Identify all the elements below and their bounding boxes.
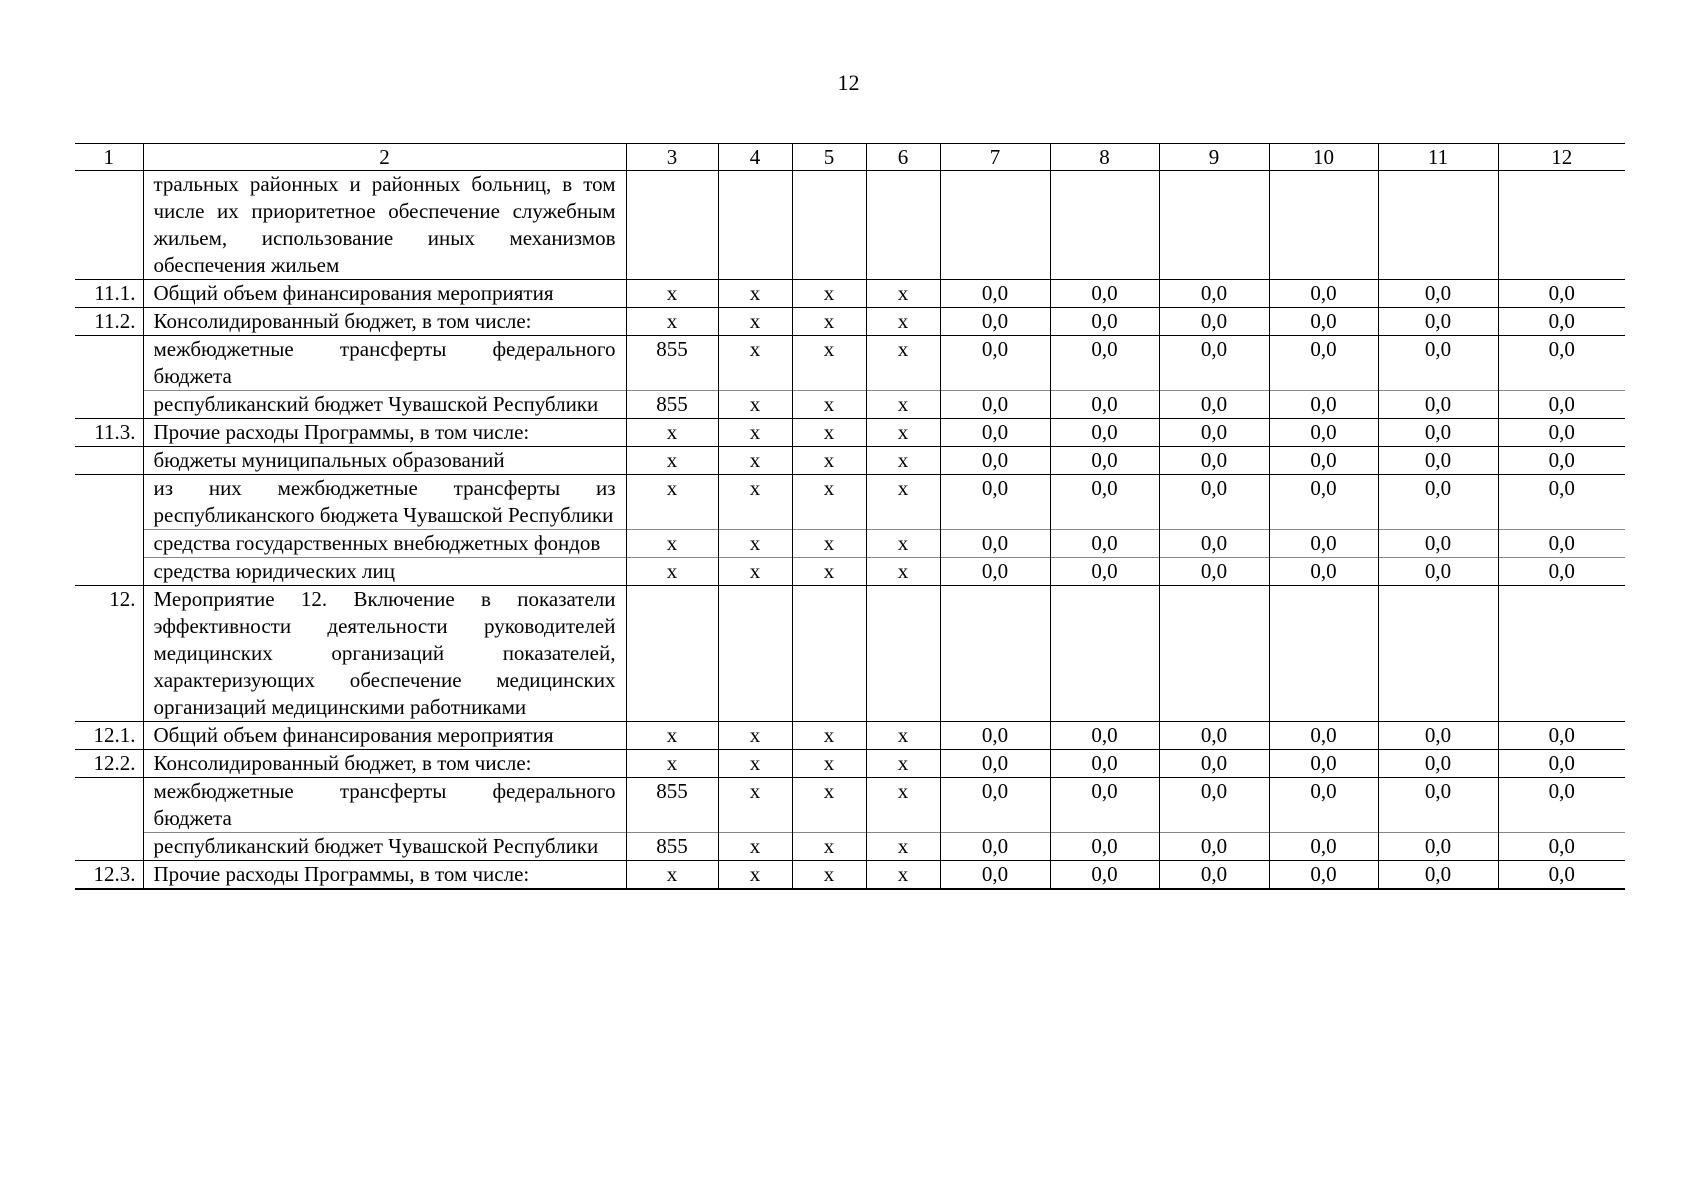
value-cell-col6 (866, 586, 940, 722)
row-description-cell: средства юридических лиц (143, 558, 626, 586)
row-description-cell: Мероприятие 12. Включение в показатели эффективности деятельности руководителей медицинских организаций показателей, характеризующих обеспечение медицинских организаций медицинскими работниками (143, 586, 626, 722)
row-number-cell: 11.3. (75, 419, 143, 447)
value-cell-col4: x (718, 833, 792, 861)
value-cell-col10: 0,0 (1269, 419, 1378, 447)
table-row (75, 308, 1625, 336)
column-header: 12 (1498, 144, 1625, 171)
value-cell-col6: x (866, 308, 940, 336)
value-cell-col4 (718, 586, 792, 722)
value-cell-col5: x (792, 778, 866, 833)
value-cell-col9: 0,0 (1159, 722, 1269, 750)
value-cell-col9: 0,0 (1159, 391, 1269, 419)
value-cell-col7: 0,0 (940, 750, 1050, 778)
value-cell-col3: x (626, 308, 718, 336)
value-cell-col4: x (718, 280, 792, 308)
row-description-cell: из них межбюджетные трансферты из республиканского бюджета Чувашской Республики (143, 475, 626, 530)
value-cell-col5: x (792, 750, 866, 778)
value-cell-col3: x (626, 447, 718, 475)
value-cell-col8: 0,0 (1050, 750, 1159, 778)
value-cell-col8: 0,0 (1050, 336, 1159, 391)
column-number-header-row (75, 144, 1625, 171)
row-number-cell: 11.2. (75, 308, 143, 336)
table-row (75, 558, 1625, 586)
value-cell-col9: 0,0 (1159, 861, 1269, 890)
table-row (75, 586, 1625, 722)
value-cell-col3: x (626, 530, 718, 558)
value-cell-col6: x (866, 750, 940, 778)
value-cell-col7: 0,0 (940, 861, 1050, 890)
value-cell-col10 (1269, 171, 1378, 280)
table-row (75, 722, 1625, 750)
value-cell-col7: 0,0 (940, 336, 1050, 391)
value-cell-col3: x (626, 861, 718, 890)
value-cell-col8: 0,0 (1050, 861, 1159, 890)
value-cell-col12: 0,0 (1498, 722, 1625, 750)
value-cell-col5: x (792, 861, 866, 890)
value-cell-col4: x (718, 530, 792, 558)
column-header: 9 (1159, 144, 1269, 171)
row-description-cell: Прочие расходы Программы, в том числе: (143, 861, 626, 890)
column-header: 11 (1378, 144, 1498, 171)
value-cell-col11: 0,0 (1378, 280, 1498, 308)
row-description-cell: Общий объем финансирования мероприятия (143, 722, 626, 750)
column-header: 3 (626, 144, 718, 171)
row-number-cell (75, 778, 143, 833)
row-description-cell: средства государственных внебюджетных фондов (143, 530, 626, 558)
value-cell-col4: x (718, 722, 792, 750)
value-cell-col6: x (866, 336, 940, 391)
value-cell-col12: 0,0 (1498, 530, 1625, 558)
value-cell-col9: 0,0 (1159, 308, 1269, 336)
value-cell-col11: 0,0 (1378, 530, 1498, 558)
row-description-cell: республиканский бюджет Чувашской Республики (143, 391, 626, 419)
value-cell-col12: 0,0 (1498, 447, 1625, 475)
value-cell-col12 (1498, 586, 1625, 722)
value-cell-col8: 0,0 (1050, 778, 1159, 833)
value-cell-col8: 0,0 (1050, 391, 1159, 419)
row-description-cell: Прочие расходы Программы, в том числе: (143, 419, 626, 447)
value-cell-col4: x (718, 419, 792, 447)
value-cell-col6 (866, 171, 940, 280)
table-row (75, 391, 1625, 419)
value-cell-col6: x (866, 530, 940, 558)
value-cell-col11: 0,0 (1378, 722, 1498, 750)
table-row (75, 833, 1625, 861)
value-cell-col6: x (866, 280, 940, 308)
row-description-cell: межбюджетные трансферты федерального бюджета (143, 336, 626, 391)
row-number-cell: 12.3. (75, 861, 143, 890)
value-cell-col10: 0,0 (1269, 861, 1378, 890)
value-cell-col10: 0,0 (1269, 833, 1378, 861)
value-cell-col4: x (718, 308, 792, 336)
column-header: 8 (1050, 144, 1159, 171)
value-cell-col4: x (718, 778, 792, 833)
table-row (75, 171, 1625, 280)
value-cell-col10: 0,0 (1269, 530, 1378, 558)
table-row (75, 280, 1625, 308)
value-cell-col8: 0,0 (1050, 447, 1159, 475)
row-description-cell: республиканский бюджет Чувашской Республики (143, 833, 626, 861)
value-cell-col12: 0,0 (1498, 419, 1625, 447)
row-number-cell (75, 391, 143, 419)
value-cell-col5: x (792, 530, 866, 558)
value-cell-col12: 0,0 (1498, 861, 1625, 890)
value-cell-col10: 0,0 (1269, 558, 1378, 586)
value-cell-col10 (1269, 586, 1378, 722)
financing-table (75, 143, 1625, 890)
value-cell-col6: x (866, 558, 940, 586)
value-cell-col7: 0,0 (940, 308, 1050, 336)
value-cell-col6: x (866, 475, 940, 530)
value-cell-col12: 0,0 (1498, 833, 1625, 861)
value-cell-col4: x (718, 861, 792, 890)
value-cell-col9 (1159, 586, 1269, 722)
row-description-cell: Консолидированный бюджет, в том числе: (143, 750, 626, 778)
value-cell-col8 (1050, 171, 1159, 280)
value-cell-col9: 0,0 (1159, 530, 1269, 558)
table-row (75, 419, 1625, 447)
value-cell-col8: 0,0 (1050, 280, 1159, 308)
value-cell-col12 (1498, 171, 1625, 280)
column-header: 10 (1269, 144, 1378, 171)
value-cell-col3 (626, 171, 718, 280)
value-cell-col11: 0,0 (1378, 833, 1498, 861)
value-cell-col10: 0,0 (1269, 750, 1378, 778)
value-cell-col9: 0,0 (1159, 447, 1269, 475)
row-description-cell: Общий объем финансирования мероприятия (143, 280, 626, 308)
value-cell-col8: 0,0 (1050, 530, 1159, 558)
value-cell-col12: 0,0 (1498, 475, 1625, 530)
value-cell-col4: x (718, 475, 792, 530)
value-cell-col10: 0,0 (1269, 391, 1378, 419)
value-cell-col12: 0,0 (1498, 778, 1625, 833)
value-cell-col6: x (866, 778, 940, 833)
row-number-cell: 12. (75, 586, 143, 722)
row-description-cell: межбюджетные трансферты федерального бюджета (143, 778, 626, 833)
value-cell-col12: 0,0 (1498, 308, 1625, 336)
value-cell-col6: x (866, 447, 940, 475)
column-header: 1 (75, 144, 143, 171)
value-cell-col3 (626, 586, 718, 722)
value-cell-col3: x (626, 722, 718, 750)
value-cell-col6: x (866, 419, 940, 447)
value-cell-col4 (718, 171, 792, 280)
value-cell-col8: 0,0 (1050, 722, 1159, 750)
value-cell-col5: x (792, 280, 866, 308)
value-cell-col7: 0,0 (940, 419, 1050, 447)
row-number-cell (75, 171, 143, 280)
value-cell-col5: x (792, 391, 866, 419)
value-cell-col11: 0,0 (1378, 475, 1498, 530)
value-cell-col12: 0,0 (1498, 280, 1625, 308)
value-cell-col6: x (866, 722, 940, 750)
table-row (75, 336, 1625, 391)
value-cell-col5 (792, 586, 866, 722)
value-cell-col3: 855 (626, 336, 718, 391)
value-cell-col4: x (718, 336, 792, 391)
value-cell-col9: 0,0 (1159, 750, 1269, 778)
row-number-cell (75, 530, 143, 558)
value-cell-col5: x (792, 475, 866, 530)
table-row (75, 530, 1625, 558)
column-header: 5 (792, 144, 866, 171)
value-cell-col3: x (626, 280, 718, 308)
row-number-cell (75, 336, 143, 391)
value-cell-col10: 0,0 (1269, 778, 1378, 833)
value-cell-col7: 0,0 (940, 722, 1050, 750)
value-cell-col4: x (718, 558, 792, 586)
value-cell-col5: x (792, 336, 866, 391)
value-cell-col10: 0,0 (1269, 308, 1378, 336)
row-number-cell: 11.1. (75, 280, 143, 308)
value-cell-col9: 0,0 (1159, 419, 1269, 447)
value-cell-col8: 0,0 (1050, 475, 1159, 530)
value-cell-col9: 0,0 (1159, 558, 1269, 586)
row-number-cell (75, 833, 143, 861)
row-description-cell: бюджеты муниципальных образований (143, 447, 626, 475)
value-cell-col7: 0,0 (940, 475, 1050, 530)
value-cell-col11: 0,0 (1378, 308, 1498, 336)
value-cell-col8 (1050, 586, 1159, 722)
value-cell-col7: 0,0 (940, 778, 1050, 833)
value-cell-col5 (792, 171, 866, 280)
value-cell-col10: 0,0 (1269, 336, 1378, 391)
value-cell-col7: 0,0 (940, 558, 1050, 586)
value-cell-col8: 0,0 (1050, 833, 1159, 861)
value-cell-col7 (940, 586, 1050, 722)
value-cell-col8: 0,0 (1050, 308, 1159, 336)
value-cell-col5: x (792, 308, 866, 336)
value-cell-col11 (1378, 171, 1498, 280)
row-description-cell: тральных районных и районных больниц, в том числе их приоритетное обеспечение служебным жильем, использование иных механизмов обеспечения жильем (143, 171, 626, 280)
value-cell-col3: 855 (626, 778, 718, 833)
table-row (75, 475, 1625, 530)
value-cell-col5: x (792, 447, 866, 475)
value-cell-col9: 0,0 (1159, 475, 1269, 530)
value-cell-col5: x (792, 722, 866, 750)
value-cell-col11: 0,0 (1378, 447, 1498, 475)
value-cell-col3: 855 (626, 833, 718, 861)
value-cell-col12: 0,0 (1498, 336, 1625, 391)
value-cell-col10: 0,0 (1269, 447, 1378, 475)
value-cell-col11: 0,0 (1378, 778, 1498, 833)
row-number-cell: 12.2. (75, 750, 143, 778)
value-cell-col10: 0,0 (1269, 280, 1378, 308)
value-cell-col11: 0,0 (1378, 558, 1498, 586)
value-cell-col9: 0,0 (1159, 280, 1269, 308)
value-cell-col12: 0,0 (1498, 391, 1625, 419)
table-row (75, 778, 1625, 833)
value-cell-col11: 0,0 (1378, 391, 1498, 419)
row-number-cell (75, 475, 143, 530)
value-cell-col6: x (866, 391, 940, 419)
value-cell-col6: x (866, 833, 940, 861)
value-cell-col5: x (792, 419, 866, 447)
value-cell-col3: x (626, 419, 718, 447)
value-cell-col11: 0,0 (1378, 861, 1498, 890)
value-cell-col4: x (718, 750, 792, 778)
value-cell-col9: 0,0 (1159, 778, 1269, 833)
value-cell-col5: x (792, 833, 866, 861)
value-cell-col8: 0,0 (1050, 419, 1159, 447)
value-cell-col8: 0,0 (1050, 558, 1159, 586)
value-cell-col12: 0,0 (1498, 750, 1625, 778)
value-cell-col10: 0,0 (1269, 475, 1378, 530)
value-cell-col7 (940, 171, 1050, 280)
value-cell-col3: x (626, 558, 718, 586)
value-cell-col3: 855 (626, 391, 718, 419)
value-cell-col9: 0,0 (1159, 833, 1269, 861)
page-number: 12 (837, 70, 860, 95)
table-row (75, 750, 1625, 778)
value-cell-col3: x (626, 475, 718, 530)
value-cell-col6: x (866, 861, 940, 890)
column-header: 2 (143, 144, 626, 171)
value-cell-col11: 0,0 (1378, 750, 1498, 778)
table-row (75, 447, 1625, 475)
value-cell-col4: x (718, 447, 792, 475)
column-header: 6 (866, 144, 940, 171)
value-cell-col7: 0,0 (940, 280, 1050, 308)
value-cell-col7: 0,0 (940, 833, 1050, 861)
value-cell-col7: 0,0 (940, 391, 1050, 419)
column-header: 4 (718, 144, 792, 171)
row-number-cell: 12.1. (75, 722, 143, 750)
value-cell-col4: x (718, 391, 792, 419)
column-header: 7 (940, 144, 1050, 171)
value-cell-col11: 0,0 (1378, 419, 1498, 447)
value-cell-col9: 0,0 (1159, 336, 1269, 391)
value-cell-col7: 0,0 (940, 530, 1050, 558)
table-row (75, 861, 1625, 890)
value-cell-col7: 0,0 (940, 447, 1050, 475)
row-number-cell (75, 447, 143, 475)
value-cell-col9 (1159, 171, 1269, 280)
value-cell-col11 (1378, 586, 1498, 722)
value-cell-col3: x (626, 750, 718, 778)
row-number-cell (75, 558, 143, 586)
value-cell-col12: 0,0 (1498, 558, 1625, 586)
value-cell-col5: x (792, 558, 866, 586)
value-cell-col10: 0,0 (1269, 722, 1378, 750)
row-description-cell: Консолидированный бюджет, в том числе: (143, 308, 626, 336)
value-cell-col11: 0,0 (1378, 336, 1498, 391)
